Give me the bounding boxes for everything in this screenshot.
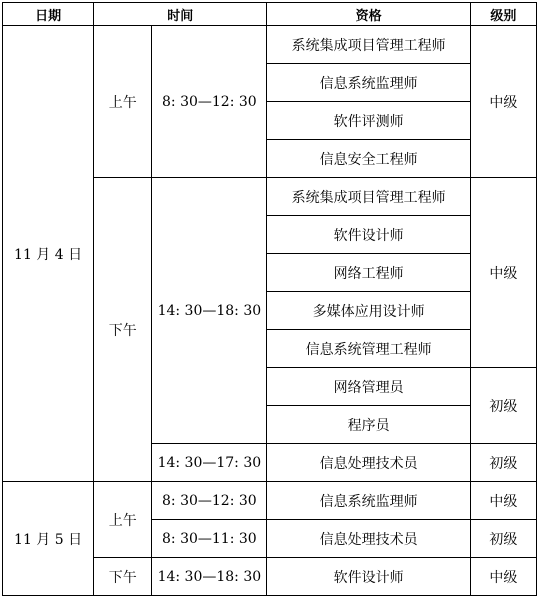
cert-cell: 信息处理技术员 — [267, 520, 470, 558]
time-cell: 8: 30—12: 30 — [152, 482, 267, 520]
time-cell: 8: 30—12: 30 — [152, 26, 267, 178]
cert-cell: 软件设计师 — [267, 216, 470, 254]
cert-cell: 信息安全工程师 — [267, 140, 470, 178]
date-cell: 11 月 5 日 — [3, 482, 94, 596]
date-cell: 11 月 4 日 — [3, 26, 94, 482]
cert-cell: 程序员 — [267, 406, 470, 444]
cert-cell: 信息系统监理师 — [267, 482, 470, 520]
period-cell: 上午 — [94, 26, 152, 178]
exam-schedule-table — [2, 2, 537, 596]
header-row — [3, 3, 537, 26]
level-cell: 中级 — [470, 178, 536, 368]
header-time: 时间 — [94, 3, 267, 26]
time-cell: 14: 30—18: 30 — [152, 558, 267, 596]
time-cell: 14: 30—18: 30 — [152, 178, 267, 444]
cert-cell: 软件评测师 — [267, 102, 470, 140]
level-cell: 初级 — [470, 368, 536, 444]
cert-cell: 信息系统管理工程师 — [267, 330, 470, 368]
period-cell: 上午 — [94, 482, 152, 558]
cert-cell: 信息处理技术员 — [267, 444, 470, 482]
cert-cell: 网络管理员 — [267, 368, 470, 406]
cert-cell: 信息系统监理师 — [267, 64, 470, 102]
cert-cell: 系统集成项目管理工程师 — [267, 178, 470, 216]
cert-cell: 系统集成项目管理工程师 — [267, 26, 470, 64]
time-cell: 14: 30—17: 30 — [152, 444, 267, 482]
table-row — [3, 26, 537, 64]
level-cell: 中级 — [470, 26, 536, 178]
table-row — [3, 482, 537, 520]
level-cell: 中级 — [470, 482, 536, 520]
header-level: 级别 — [470, 3, 536, 26]
period-cell: 下午 — [94, 558, 152, 596]
cert-cell: 网络工程师 — [267, 254, 470, 292]
cert-cell: 软件设计师 — [267, 558, 470, 596]
level-cell: 中级 — [470, 558, 536, 596]
cert-cell: 多媒体应用设计师 — [267, 292, 470, 330]
level-cell: 初级 — [470, 444, 536, 482]
header-date: 日期 — [3, 3, 94, 26]
period-cell: 下午 — [94, 178, 152, 482]
level-cell: 初级 — [470, 520, 536, 558]
header-cert: 资格 — [267, 3, 470, 26]
time-cell: 8: 30—11: 30 — [152, 520, 267, 558]
